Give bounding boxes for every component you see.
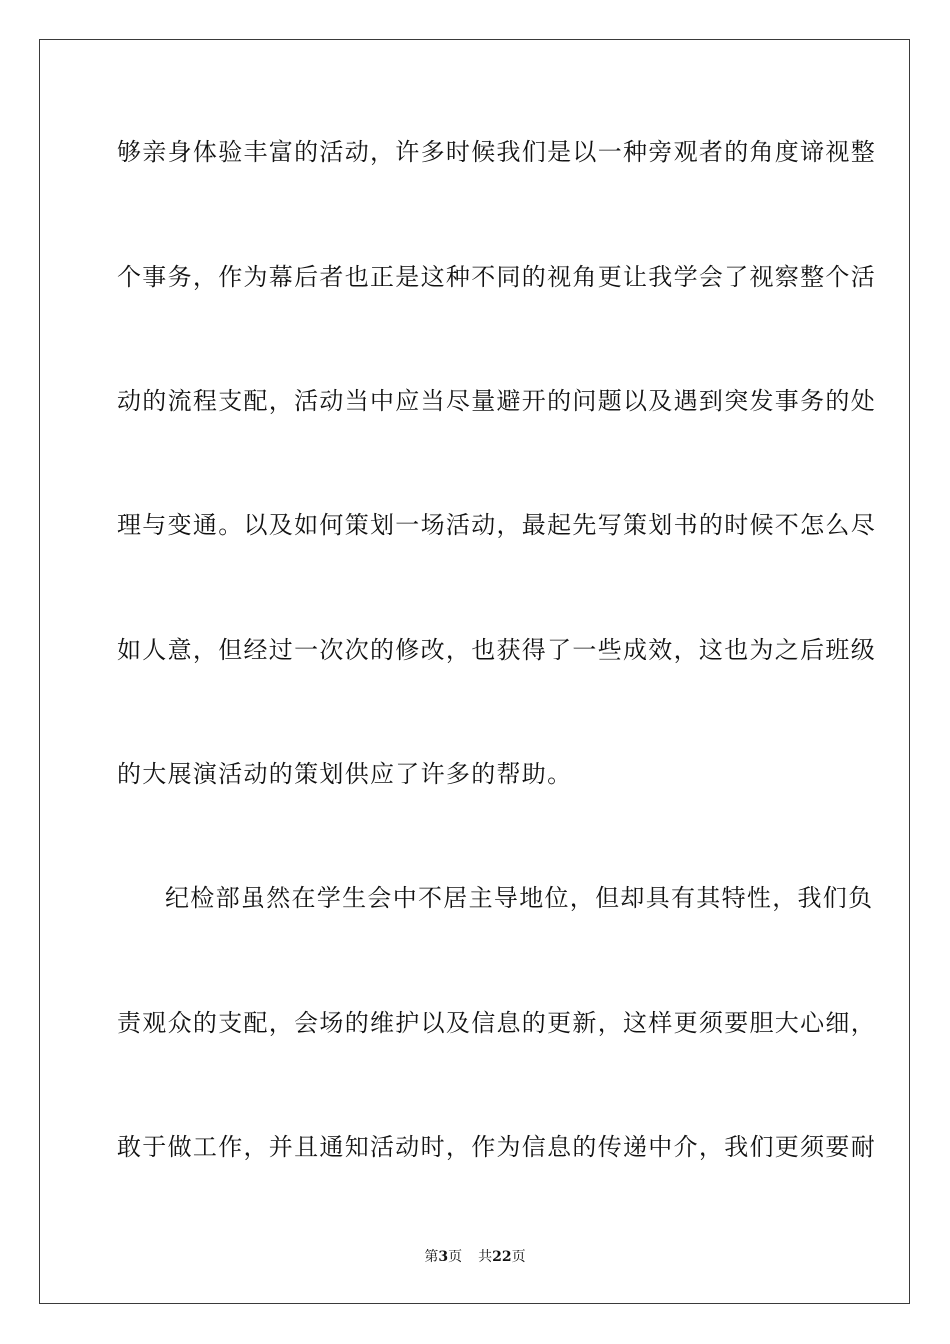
page-suffix: 页: [448, 1249, 463, 1265]
body-line-2: 个事务，作为幕后者也正是这种不同的视角更让我学会了视察整个活: [117, 263, 876, 291]
body-line-4: 理与变通。以及如何策划一场活动，最起先写策划书的时候不怎么尽: [117, 511, 876, 539]
page-footer: [0, 1246, 950, 1266]
body-line-3: 动的流程支配，活动当中应当尽量避开的问题以及遇到突发事务的处: [117, 387, 876, 415]
body-line-6: 的大展演活动的策划供应了许多的帮助。: [117, 760, 573, 788]
paragraph-2-line-2: 责观众的支配，会场的维护以及信息的更新，这样更须要胆大心细，: [117, 1009, 876, 1037]
total-prefix: 共: [478, 1249, 493, 1265]
page-prefix: 第: [424, 1249, 439, 1265]
page-number: 3: [438, 1249, 449, 1265]
total-suffix: 页: [511, 1249, 526, 1265]
paragraph-2-line-1: 纪检部虽然在学生会中不居主导地位，但却具有其特性，我们负: [165, 884, 874, 912]
body-line-1: 够亲身体验丰富的活动，许多时候我们是以一种旁观者的角度谛视整: [117, 138, 876, 166]
page-border: [39, 39, 910, 1304]
body-line-5: 如人意，但经过一次次的修改，也获得了一些成效，这也为之后班级: [117, 636, 876, 664]
paragraph-2-line-3: 敢于做工作，并且通知活动时，作为信息的传递中介，我们更须要耐: [117, 1133, 876, 1161]
total-pages: 22: [492, 1249, 512, 1265]
